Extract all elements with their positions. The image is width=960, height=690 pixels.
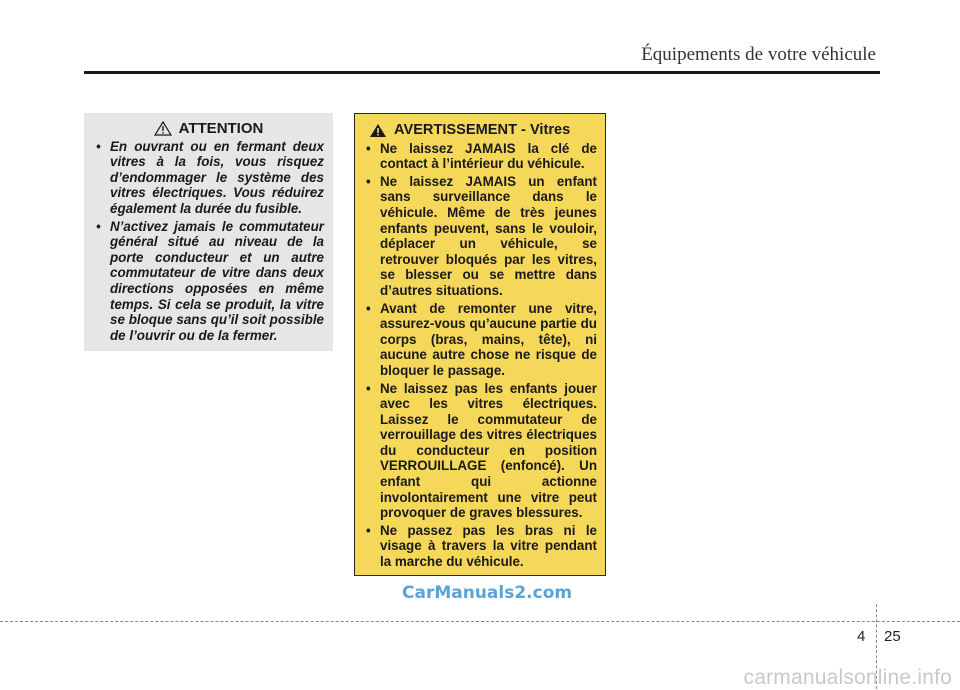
header-rule: [84, 71, 880, 74]
watermark-logo: CarManuals2.com: [402, 583, 573, 603]
attention-list: [93, 139, 324, 344]
attention-header: [93, 121, 324, 137]
section-number: 4: [857, 628, 866, 645]
attention-item: • En ouvrant ou en fermant deux vitres à la fois, vous risquez d’endommager le système des vitres électriques. Vous réduirez également la durée du fusible.: [93, 139, 324, 217]
warning-box: [354, 113, 606, 576]
attention-item: • N’activez jamais le commutateur général situé au niveau de la porte conducteur et un autre commutateur de vitre dans deux directions opposées en même temps. Si cela se produit, la vitre se bloque sans qu’il soit possible de l’ouvrir ou de la fermer.: [93, 219, 324, 344]
page-header-title: Équipements de votre véhicule: [641, 44, 876, 65]
warning-item: • Ne laissez JAMAIS un enfant sans surveillance dans le véhicule. Même de très jeunes enfants peuvent, sans le vouloir, déplacer un véhicule, se retrouver bloqués par les vitres, se blesser ou se mettre dans d’autres situations.: [363, 174, 597, 299]
warning-header: [363, 123, 597, 139]
footer-rule: [0, 621, 960, 622]
warning-item: • Ne passez pas les bras ni le visage à travers la vitre pendant la marche du véhicule.: [363, 523, 597, 570]
caution-triangle-icon: [154, 121, 172, 136]
warning-item: • Ne laissez JAMAIS la clé de contact à l’intérieur du véhicule.: [363, 141, 597, 172]
warning-item: • Avant de remonter une vitre, assurez-vous qu’aucune partie du corps (bras, mains, tête), ni aucune autre chose ne risque de bloquer le passage.: [363, 301, 597, 379]
attention-title: ATTENTION: [178, 120, 264, 137]
attention-box: [84, 113, 333, 351]
warning-title: AVERTISSEMENT - Vitres: [394, 122, 571, 138]
warning-list: [363, 141, 597, 570]
page-number: 25: [884, 628, 901, 645]
site-watermark: carmanualsonline.info: [743, 666, 952, 689]
warning-item: • Ne laissez pas les enfants jouer avec les vitres électriques. Laissez le commutateur de verrouillage des vitres électriques du conducteur en position VERROUILLAGE (enfoncé). Un enfant qui actionne involontairement une vitre peut provoquer de graves blessures.: [363, 381, 597, 521]
warning-triangle-icon: [369, 123, 387, 138]
